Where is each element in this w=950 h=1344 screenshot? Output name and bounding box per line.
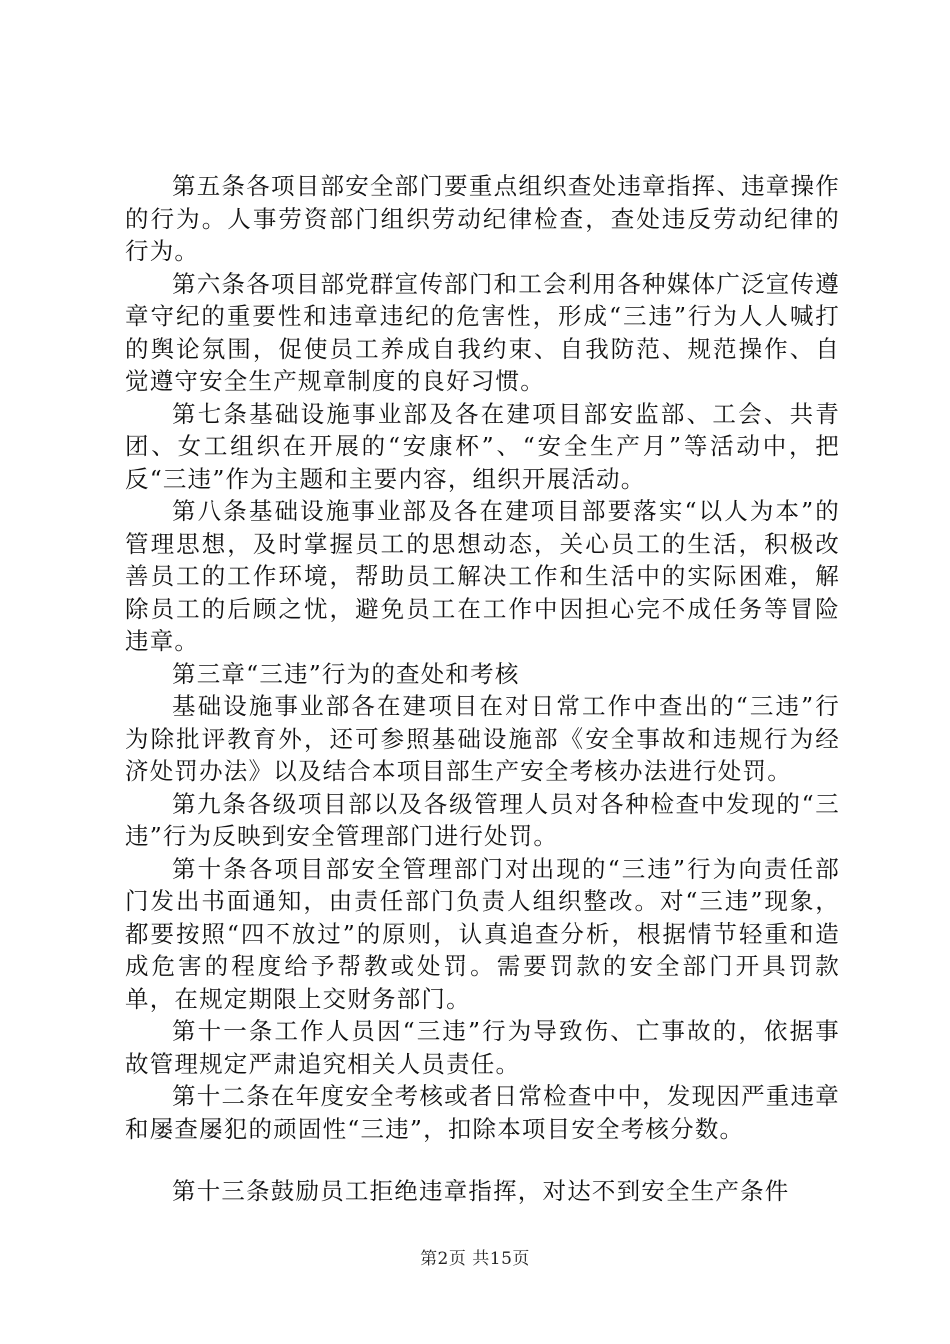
chapter-3-heading: 第三章“三违”行为的查处和考核 (172, 659, 520, 688)
chapter-3-intro: 基础设施事业部各在建项目在对日常工作中查出的“三违”行为除批评教育外，还可参照基础设施部《安全事故和违规行为经济处罚办法》以及结合本项目部生产安全考核办法进行处罚。 (125, 692, 840, 785)
article-6: 第六条各项目部党群宣传部门和工会利用各种媒体广泛宣传遵章守纪的重要性和违章违纪的危害性，形成“三违”行为人人喊打的舆论氛围，促使员工养成自我约束、自我防范、规范操作、自觉遵守安全生产规章制度的良好习惯。 (125, 269, 840, 395)
paragraph-gap (125, 1145, 840, 1175)
article-10: 第十条各项目部安全管理部门对出现的“三违”行为向责任部门发出书面通知，由责任部门负责人组织整改。对“三违”现象，都要按照“四不放过”的原则，认真追查分析，根据情节轻重和造成危害的程度给予帮教或处罚。需要罚款的安全部门开具罚款单，在规定期限上交财务部门。 (125, 854, 840, 1013)
article-12: 第十二条在年度安全考核或者日常检查中中，发现因严重违章和屡查屡犯的顽固性“三违”，扣除本项目安全考核分数。 (125, 1082, 840, 1143)
article-13: 第十三条鼓励员工拒绝违章指挥，对达不到安全生产条件 (172, 1177, 790, 1205)
article-8: 第八条基础设施事业部及各在建项目部要落实“以人为本”的管理思想，及时掌握员工的思想动态，关心员工的生活，积极改善员工的工作环境，帮助员工解决工作和生活中的实际困难，解除员工的后顾之忧，避免员工在工作中因担心完不成任务等冒险违章。 (125, 497, 840, 655)
document-body (125, 170, 840, 1208)
page-footer: 第2页 共15页 (420, 1249, 530, 1269)
article-5: 第五条各项目部安全部门要重点组织查处违章指挥、违章操作的行为。人事劳资部门组织劳动纪律检查，查处违反劳动纪律的行为。 (125, 172, 840, 265)
article-7: 第七条基础设施事业部及各在建项目部安监部、工会、共青团、女工组织在开展的“安康杯”、“安全生产月”等活动中，把反“三违”作为主题和主要内容，组织开展活动。 (125, 399, 840, 493)
article-9: 第九条各级项目部以及各级管理人员对各种检查中发现的“三违”行为反映到安全管理部门进行处罚。 (125, 789, 840, 850)
article-11: 第十一条工作人员因“三违”行为导致伤、亡事故的，依据事故管理规定严肃追究相关人员责任。 (125, 1017, 840, 1078)
